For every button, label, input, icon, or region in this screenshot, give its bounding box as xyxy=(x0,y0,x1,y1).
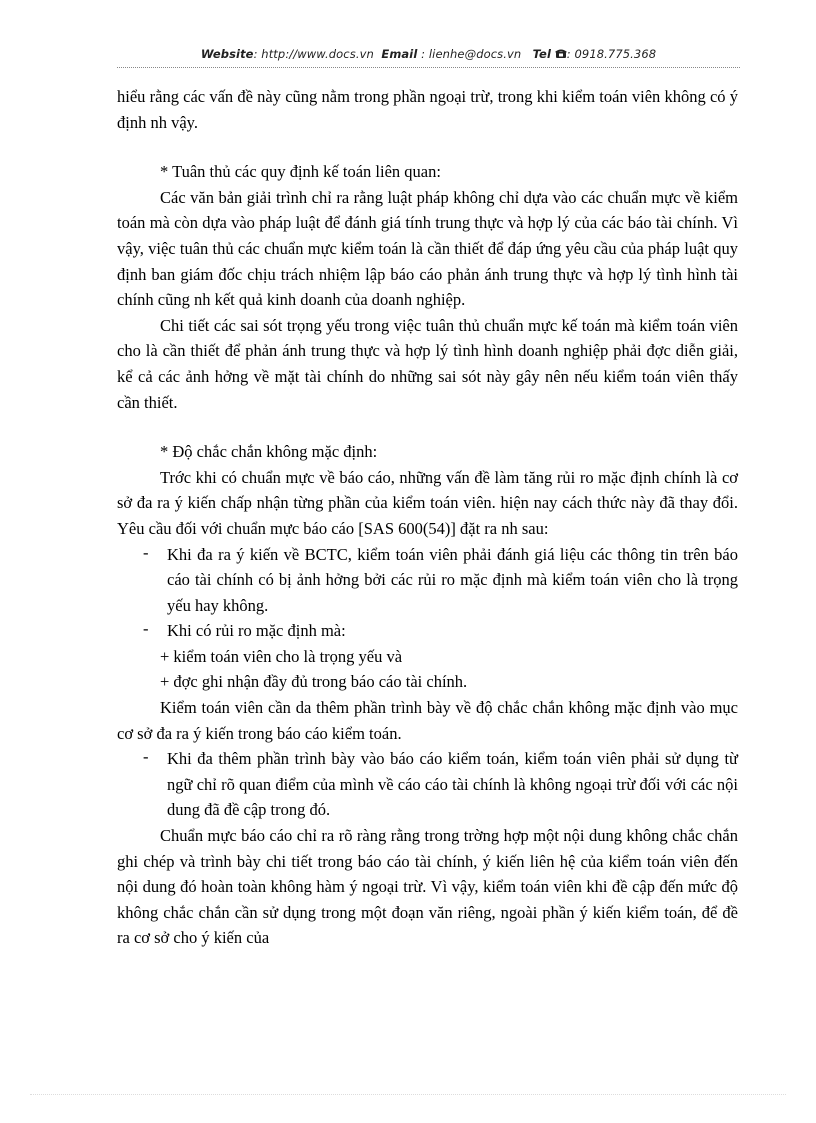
website-label: Website xyxy=(200,47,254,61)
page-header xyxy=(117,47,740,61)
list-item xyxy=(117,618,738,644)
email-label: Email xyxy=(381,47,418,61)
section-heading: * Độ chắc chắn không mặc định: xyxy=(160,442,378,462)
tel-label: Tel xyxy=(532,47,551,61)
list-item xyxy=(117,746,738,823)
list-item-text: Khi có rủi ro mặc định mà: xyxy=(167,621,346,641)
footer-divider xyxy=(30,1094,786,1095)
section-heading: * Tuân thủ các quy định kế toán liên quan: xyxy=(160,162,441,182)
paragraph: Kiểm toán viên cần da thêm phần trình bày về độ chắc chắn không mặc định vào mục cơ sở đa ra ý kiến trong báo cáo kiểm toán. xyxy=(117,698,738,743)
phone-icon xyxy=(555,48,567,59)
sub-item: + đợc ghi nhận đầy đủ trong báo cáo tài chính. xyxy=(160,672,468,692)
email-value: : lienhe@docs.vn xyxy=(421,47,522,61)
tel-value: : 0918.775.368 xyxy=(566,47,657,61)
bullet-marker: - xyxy=(143,747,149,767)
header-divider xyxy=(117,67,740,68)
paragraph: Các văn bản giải trình chỉ ra rằng luật pháp không chỉ dựa vào các chuẩn mực về kiểm toán mà còn dựa vào pháp luật để đánh giá tính trung thực và hợp lý của các báo tài chính. Vì vậy, việc tuân thủ các chuẩn mực kiểm toán là cần thiết để đáp ứng yêu cầu của pháp luật quy định ban giám đốc chịu trách nhiệm lập báo cáo phản ánh trung thực và hợp lý tình hình tài chính cũng nh kết quả kinh doanh của doanh nghiệp. xyxy=(117,187,738,310)
website-value: : http://www.docs.vn xyxy=(253,47,374,61)
paragraph: hiểu rằng các vấn đề này cũng nằm trong phần ngoại trừ, trong khi kiểm toán viên không có ý định nh vậy. xyxy=(117,87,738,132)
paragraph: Trớc khi có chuẩn mực về báo cáo, những vấn đề làm tăng rủi ro mặc định chính là cơ sở đa ra ý kiến chấp nhận từng phần của kiểm toán viên. hiện nay cách thức này đã thay đổi. Yêu cầu đối với chuẩn mực báo cáo [SAS 600(54)] đặt ra nh sau: xyxy=(117,467,738,538)
sub-item: + kiểm toán viên cho là trọng yếu và xyxy=(160,646,403,666)
bullet-marker: - xyxy=(143,542,149,562)
bullet-marker: - xyxy=(143,619,149,639)
document-body xyxy=(117,84,738,951)
paragraph: Chuẩn mực báo cáo chỉ ra rõ ràng rằng trong trờng hợp một nội dung không chắc chắn ghi chép và trình bày chi tiết trong báo cáo tài chính, ý kiến liên hệ của kiểm toán viên đến nội dung đó hoàn toàn không hàm ý ngoại trừ. Vì vậy, kiểm toán viên khi đề cập đến mức độ không chắc chắn cần sử dụng trong một đoạn văn riêng, ngoài phần ý kiến kiểm toán, để đề ra cơ sở cho ý kiến của xyxy=(117,826,738,948)
list-item-text: Khi đa ra ý kiến về BCTC, kiểm toán viên phải đánh giá liệu các thông tin trên báo cáo tài chính có bị ảnh hởng bởi các rủi ro mặc định mà kiểm toán viên cho là trọng yếu hay không. xyxy=(167,544,738,615)
list-item xyxy=(117,542,738,619)
paragraph: Chi tiết các sai sót trọng yếu trong việc tuân thủ chuẩn mực kế toán mà kiểm toán viên cho là cần thiết để phản ánh trung thực và hợp lý tình hình doanh nghiệp phải đợc diễn giải, kể cả các ảnh hởng về mặt tài chính do những sai sót này gây nên nếu kiểm toán viên thấy cần thiết. xyxy=(117,315,738,412)
list-item-text: Khi đa thêm phần trình bày vào báo cáo kiểm toán, kiểm toán viên phải sử dụng từ ngữ chỉ rõ quan điểm của mình về cáo cáo tài chính là không ngoại trừ đối với các nội dung đã đề cập trong đó. xyxy=(167,749,738,820)
